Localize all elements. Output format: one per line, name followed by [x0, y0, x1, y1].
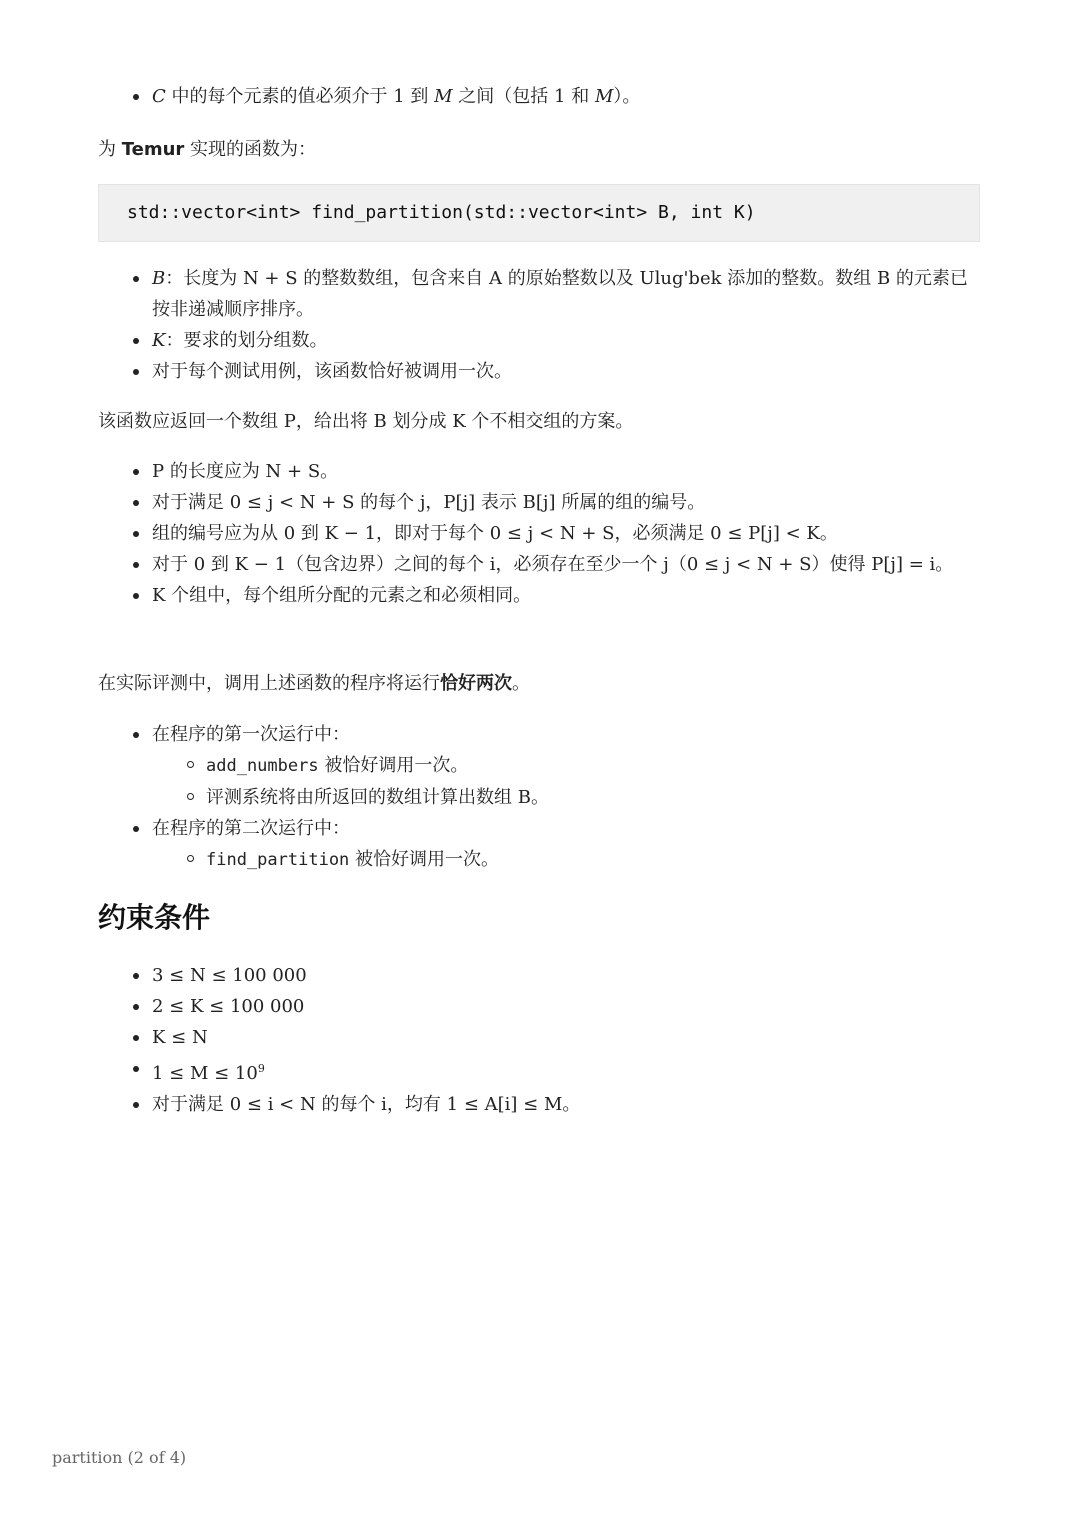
list-item: 在程序的第一次运行中：: [98, 719, 982, 750]
list-item: C 中的每个元素的值必须介于 1 到 M 之间（包括 1 和 M）。: [98, 81, 982, 112]
top-bullet-list: [98, 81, 982, 112]
list-item: 对于 0 到 K − 1（包含边界）之间的每个 i，必须存在至少一个 j（0 ≤ j < N + S）使得 P[j] = i。: [98, 549, 982, 580]
list-item: K 个组中，每个组所分配的元素之和必须相同。: [98, 580, 982, 611]
sub-list-item: 评测系统将由所返回的数组计算出数组 B。: [98, 782, 982, 813]
list-item: $1 \le M \le 10^9$: [98, 1053, 982, 1089]
page-footer: partition (2 of 4): [52, 1448, 187, 1467]
runs-list: [98, 719, 982, 876]
list-item: B：长度为 N + S 的整数数组，包含来自 A 的原始整数以及 Ulug'bek 添加的整数。数组 B 的元素已按非递减顺序排序。: [98, 263, 982, 325]
list-item: 2 ≤ K ≤ 100 000: [98, 991, 982, 1022]
function-signature: std::vector<int> find_partition(std::vector<int> B, int K): [127, 202, 756, 223]
return-rules-list: [98, 456, 982, 611]
list-item: 在程序的第二次运行中：: [98, 813, 982, 844]
list-item: P 的长度应为 N + S。: [98, 456, 982, 487]
function-intro: 为 Temur 实现的函数为：: [98, 139, 317, 160]
list-item: 3 ≤ N ≤ 100 000: [98, 960, 982, 991]
parameter-list: [98, 263, 982, 387]
list-item: 组的编号应为从 0 到 K − 1，即对于每个 0 ≤ j < N + S，必须满足 0 ≤ P[j] < K。: [98, 518, 982, 549]
sub-list-item: add_numbers 被恰好调用一次。: [98, 750, 982, 782]
list-item: K：要求的划分组数。: [98, 325, 982, 356]
list-item: 对于满足 0 ≤ i < N 的每个 i，均有 1 ≤ A[i] ≤ M。: [98, 1089, 982, 1120]
list-item: 对于满足 0 ≤ j < N + S 的每个 j，P[j] 表示 B[j] 所属的组的编号。: [98, 487, 982, 518]
list-item: 对于每个测试用例，该函数恰好被调用一次。: [98, 356, 982, 387]
return-description: 该函数应返回一个数组 P，给出将 B 划分成 K 个不相交组的方案。: [98, 411, 634, 432]
list-item: K ≤ N: [98, 1022, 982, 1053]
constraints-heading: 约束条件: [98, 901, 211, 934]
code-block: [98, 184, 980, 242]
constraints-list: [98, 960, 982, 1120]
grading-description: 在实际评测中，调用上述函数的程序将运行恰好两次。: [98, 673, 530, 694]
sub-list-item: find_partition 被恰好调用一次。: [98, 844, 982, 876]
